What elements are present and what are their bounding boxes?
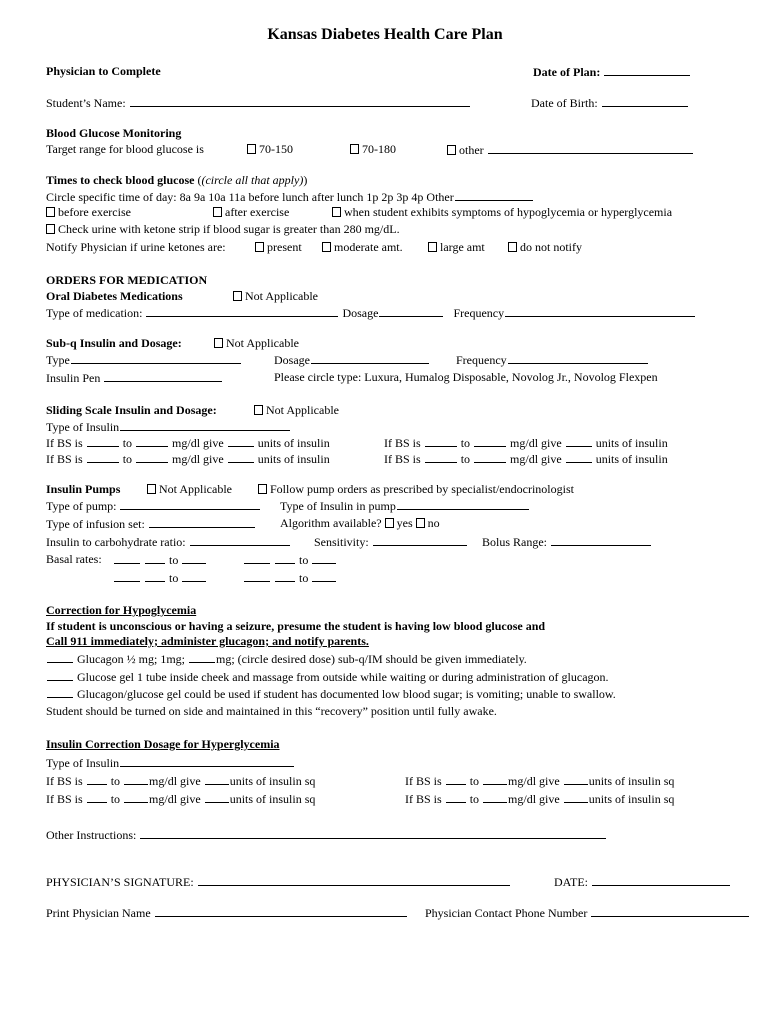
field-label: mg/dl give [508,774,560,788]
field-label: If BS is [46,452,83,466]
field-label: If BS is [384,436,421,450]
field-blank[interactable] [146,305,338,317]
form-title: Kansas Diabetes Health Care Plan [267,26,503,43]
field-blank[interactable] [275,570,295,582]
sliding-scale-heading: Sliding Scale Insulin and Dosage: [46,403,217,417]
field-label: PHYSICIAN’S SIGNATURE: [46,875,194,889]
field-blank[interactable] [379,305,443,317]
field-label: Glucagon ½ mg; 1mg; [77,652,185,666]
pen-type-text[interactable]: Please circle type: Luxura, Humalog Disposable, Novolog Jr., Novolog Flexpen [274,370,658,384]
field-blank[interactable] [47,651,73,663]
other-instructions-field[interactable] [46,827,607,842]
checkbox-icon[interactable] [233,291,242,301]
field-blank[interactable] [47,686,73,698]
field-label: Frequency [453,306,505,320]
field-label: If BS is [384,452,421,466]
field-blank[interactable] [145,552,165,564]
date-of-plan-blank[interactable] [604,64,690,76]
field-label: mg/dl give [172,436,224,450]
checkbox-icon[interactable] [258,484,267,494]
basal-rate-4[interactable] [243,570,337,585]
field-blank[interactable] [592,874,730,886]
hyper-heading: Insulin Correction Dosage for Hyperglycemia [46,737,280,751]
contact-phone-field[interactable] [425,905,750,920]
option-label: present [267,240,302,254]
type-of-pump-field[interactable] [46,498,261,513]
subq-dosage-field[interactable] [274,352,430,367]
do-not-notify-option[interactable] [508,240,582,254]
notify-label: Notify Physician if urine ketones are: [46,240,226,254]
checkbox-icon[interactable] [332,207,341,217]
sliding-not-applicable-option[interactable] [254,403,339,417]
field-blank[interactable] [446,791,466,803]
checkbox-icon[interactable] [214,338,223,348]
field-label: Type [46,353,70,367]
basal-rates-label: Basal rates: [46,552,102,566]
symptoms-option[interactable] [332,205,672,219]
pumps-not-applicable-option[interactable] [147,482,232,496]
circle-times-text: Circle specific time of day: 8a 9a 10a 11a before lunch after lunch 1p 2p 3p 4p Other [46,190,454,204]
field-label: mg; (circle desired dose) sub-q/IM should be given immediately. [216,652,527,666]
field-label: Sensitivity: [314,535,369,549]
field-label: units of insulin [257,452,330,466]
checkbox-icon[interactable] [46,224,55,234]
field-label: If BS is [405,792,442,806]
field-label: DATE: [554,875,588,889]
field-blank[interactable] [474,435,506,447]
field-blank[interactable] [483,791,507,803]
field-label: units of insulin [257,436,330,450]
field-blank[interactable] [312,570,336,582]
ketone-option[interactable] [46,222,400,236]
field-label: mg/dl give [508,792,560,806]
hyper-row-1-right[interactable] [405,773,674,788]
carb-ratio-field[interactable] [46,534,291,549]
field-label: Type of Insulin in pump [280,499,396,513]
field-label: to [460,436,471,450]
hyper-type-field[interactable] [46,755,295,770]
field-label: to [169,571,179,585]
field-blank[interactable] [87,773,107,785]
field-label: to [460,452,471,466]
field-blank[interactable] [114,552,140,564]
hyper-row-1-left[interactable] [46,773,315,788]
field-blank[interactable] [124,773,148,785]
option-label: Not Applicable [245,289,318,303]
field-blank[interactable] [140,827,606,839]
hypo-line-2: Call 911 immediately; administer glucagon; and notify parents. [46,634,369,648]
checkbox-icon[interactable] [350,144,359,154]
field-blank[interactable] [397,498,529,510]
field-blank[interactable] [120,419,290,431]
field-label: Type of pump: [46,499,117,513]
field-blank[interactable] [244,552,270,564]
field-label: units of insulin sq [588,792,675,806]
field-label: Algorithm available? [280,516,382,530]
follow-pump-orders-option[interactable] [258,482,574,496]
field-label: Insulin Pen [46,371,101,385]
date-of-birth-field[interactable] [531,95,689,110]
date-of-birth-label: Date of Birth: [531,96,598,110]
basal-rate-2[interactable] [243,552,337,567]
field-blank[interactable] [124,791,148,803]
field-blank[interactable] [145,570,165,582]
field-blank[interactable] [564,773,588,785]
field-label: to [110,792,121,806]
checkbox-icon[interactable] [447,145,456,155]
checkbox-icon[interactable] [147,484,156,494]
signature-blank[interactable] [198,874,510,886]
field-blank[interactable] [446,773,466,785]
glucagon-line[interactable] [46,651,527,666]
field-blank[interactable] [182,552,206,564]
circle-times-line[interactable] [46,189,534,204]
paren-open: ( [197,173,202,187]
field-blank[interactable] [373,534,467,546]
field-blank[interactable] [591,905,749,917]
field-label: Dosage [274,353,310,367]
gel-line-1[interactable] [46,669,609,684]
field-label: Bolus Range: [482,535,547,549]
recovery-line: Student should be turned on side and maintained in this “recovery” position until fully awake. [46,704,497,718]
option-label: before exercise [58,205,131,219]
date-of-plan-label: Date of Plan: [533,65,601,79]
students-name-label: Student’s Name: [46,96,126,110]
field-label: Insulin to carbohydrate ratio: [46,535,186,549]
date-of-plan-field[interactable] [533,64,691,79]
notify-present-option[interactable] [255,240,302,254]
physician-to-complete-label: Physician to Complete [46,64,161,78]
field-label: Physician Contact Phone Number [425,906,588,920]
field-label: to [299,553,309,567]
field-label: to [110,774,121,788]
sliding-type-field[interactable] [46,419,291,434]
after-exercise-option[interactable] [213,205,289,219]
field-blank[interactable] [182,570,206,582]
students-name-field[interactable] [46,95,471,110]
field-label: units of insulin sq [229,792,316,806]
option-label: Not Applicable [266,403,339,417]
times-heading-text: Times to check blood glucose [46,173,195,187]
sensitivity-field[interactable] [314,534,468,549]
algorithm-field[interactable] [280,516,440,530]
field-label: to [469,792,480,806]
field-blank[interactable] [114,570,140,582]
field-blank[interactable] [228,451,254,463]
option-label: other [459,143,484,157]
field-blank[interactable] [505,305,695,317]
field-blank[interactable] [47,669,73,681]
field-blank[interactable] [474,451,506,463]
field-label: If BS is [46,792,83,806]
option-label: after exercise [225,205,290,219]
field-label: Glucose gel 1 tube inside cheek and massage from outside while waiting or during administration of glucagon. [77,670,609,684]
field-label: to [122,436,133,450]
field-label: mg/dl give [149,774,201,788]
hyper-row-2-left[interactable] [46,791,315,806]
basal-rate-1[interactable] [113,552,207,567]
target-70-150-option[interactable] [247,142,293,156]
option-label: 70-150 [259,142,293,156]
field-label: mg/dl give [172,452,224,466]
field-label: mg/dl give [149,792,201,806]
field-blank[interactable] [551,534,651,546]
signature-date-field[interactable] [554,874,731,889]
target-other-blank[interactable] [488,142,693,154]
field-blank[interactable] [228,435,254,447]
hypo-line-1: If student is unconscious or having a seizure, presume the student is having low blood glucose and [46,619,546,633]
checkbox-icon[interactable] [322,242,331,252]
field-blank[interactable] [136,435,168,447]
field-label: to [299,571,309,585]
field-blank[interactable] [87,791,107,803]
type-in-pump-field[interactable] [280,498,530,513]
field-blank[interactable] [189,651,215,663]
field-label: units of insulin [595,452,668,466]
checkbox-icon[interactable] [508,242,517,252]
sliding-row-1-left[interactable] [46,435,330,450]
sliding-row-2-left[interactable] [46,451,330,466]
field-label: units of insulin [595,436,668,450]
checkbox-icon[interactable] [254,405,263,415]
type-of-medication-field[interactable] [46,305,696,320]
field-label: units of insulin sq [229,774,316,788]
checkbox-icon[interactable] [46,207,55,217]
field-label: Glucagon/glucose gel could be used if student has documented low blood sugar; is vomiting; unable to swallow. [77,687,616,701]
oral-not-applicable-option[interactable] [233,289,318,303]
field-label: Type of Insulin [46,756,120,770]
field-blank[interactable] [311,352,429,364]
field-label: Type of Insulin [46,420,120,434]
option-label: Check urine with ketone strip if blood sugar is greater than 280 mg/dL. [58,222,400,236]
field-blank[interactable] [149,516,255,528]
date-of-birth-blank[interactable] [602,95,688,107]
field-label: If BS is [46,436,83,450]
print-name-field[interactable] [46,905,408,920]
option-label: 70-180 [362,142,396,156]
field-label: If BS is [46,774,83,788]
before-exercise-option[interactable] [46,205,131,219]
option-label: Follow pump orders as prescribed by specialist/endocrinologist [270,482,574,496]
field-blank[interactable] [205,773,229,785]
field-label: Type of infusion set: [46,517,145,531]
times-other-blank[interactable] [455,189,533,201]
option-label: Not Applicable [159,482,232,496]
field-blank[interactable] [312,552,336,564]
field-blank[interactable] [104,370,222,382]
field-label: to [169,553,179,567]
subq-not-applicable-option[interactable] [214,336,299,350]
times-heading-note: (circle all that apply) [201,173,304,187]
option-label: when student exhibits symptoms of hypoglycemia or hyperglycemia [344,205,673,219]
field-blank[interactable] [244,570,270,582]
field-blank[interactable] [275,552,295,564]
notify-large-option[interactable] [428,240,485,254]
field-label: units of insulin sq [588,774,675,788]
field-label: mg/dl give [510,436,562,450]
option-label: Not Applicable [226,336,299,350]
target-other-option[interactable] [447,142,694,157]
oral-meds-heading: Oral Diabetes Medications [46,289,183,303]
field-blank[interactable] [87,435,119,447]
checkbox-icon[interactable] [428,242,437,252]
times-heading [46,173,307,187]
field-blank[interactable] [190,534,290,546]
field-blank[interactable] [483,773,507,785]
orders-heading: ORDERS FOR MEDICATION [46,273,208,287]
field-blank[interactable] [425,435,457,447]
glucose-monitoring-heading: Blood Glucose Monitoring [46,126,182,140]
field-label: Other Instructions: [46,828,137,842]
field-blank[interactable] [136,451,168,463]
pumps-heading: Insulin Pumps [46,482,121,496]
field-label: Type of medication: [46,306,143,320]
field-blank[interactable] [120,498,260,510]
insulin-pen-field[interactable] [46,370,223,385]
sliding-row-2-right[interactable] [384,451,668,466]
students-name-blank[interactable] [130,95,470,107]
target-70-180-option[interactable] [350,142,396,156]
subq-type-field[interactable] [46,352,242,367]
field-label: Frequency [456,353,507,367]
gel-line-2[interactable] [46,686,616,701]
checkbox-icon[interactable] [247,144,256,154]
option-label: no [427,516,440,530]
checkbox-icon[interactable] [213,207,222,217]
option-label: do not notify [520,240,582,254]
field-blank[interactable] [71,352,241,364]
field-label: to [469,774,480,788]
hypo-heading: Correction for Hypoglycemia [46,603,197,617]
paren-close: ) [303,173,308,187]
checkbox-icon[interactable] [385,518,394,528]
subq-heading: Sub-q Insulin and Dosage: [46,336,182,350]
option-label: large amt [440,240,485,254]
physician-signature-field[interactable] [46,874,511,889]
bolus-range-field[interactable] [482,534,652,549]
field-blank[interactable] [566,435,592,447]
subq-frequency-field[interactable] [456,352,649,367]
field-blank[interactable] [508,352,648,364]
target-range-label: Target range for blood glucose is [46,142,204,156]
field-blank[interactable] [566,451,592,463]
field-blank[interactable] [205,791,229,803]
field-blank[interactable] [564,791,588,803]
hyper-row-2-right[interactable] [405,791,674,806]
infusion-set-field[interactable] [46,516,256,531]
field-label: Dosage [342,306,379,320]
checkbox-icon[interactable] [255,242,264,252]
option-label: moderate amt. [334,240,403,254]
option-label: yes [396,516,413,530]
notify-moderate-option[interactable] [322,240,403,254]
field-blank[interactable] [87,451,119,463]
field-blank[interactable] [155,905,407,917]
field-label: If BS is [405,774,442,788]
basal-rate-3[interactable] [113,570,207,585]
field-label: to [122,452,133,466]
field-blank[interactable] [425,451,457,463]
field-label: Print Physician Name [46,906,151,920]
checkbox-icon[interactable] [416,518,425,528]
field-blank[interactable] [120,755,294,767]
field-label: mg/dl give [510,452,562,466]
sliding-row-1-right[interactable] [384,435,668,450]
